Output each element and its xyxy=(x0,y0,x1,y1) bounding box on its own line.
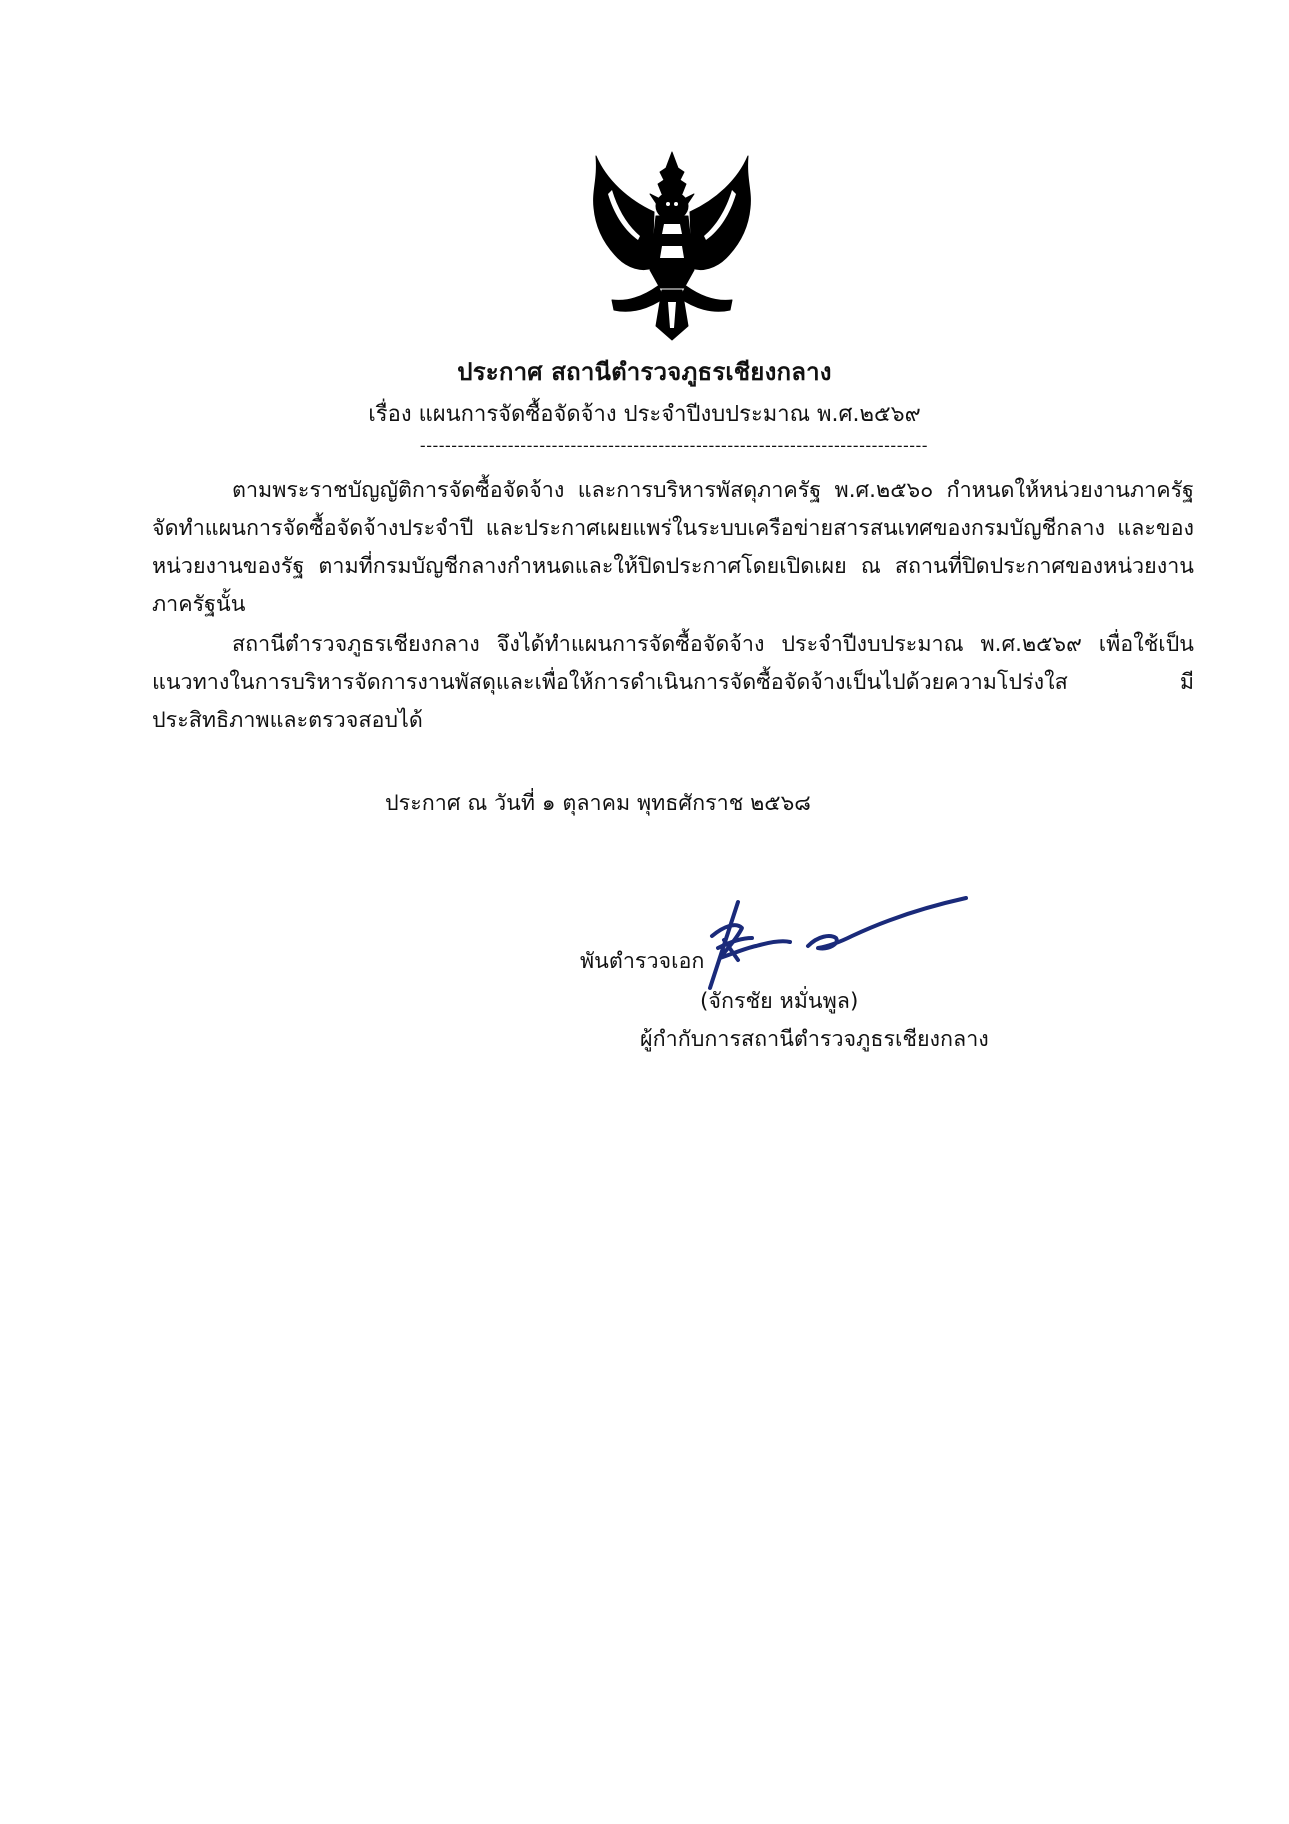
paragraph-text: สถานีตำรวจภูธรเชียงกลาง จึงได้ทำแผนการจัดซื้อจัดจ้าง ประจำปีงบประมาณ พ.ศ.๒๕๖๙ เพื่อใช้เป็นแนวทางในการบริหารจัดการงานพัสดุและเพื่อให้การดำเนินการจัดซื้อจัดจ้างเป็นไปด้วยความโปร่งใส มีประสิทธิภาพและตรวจสอบได้ xyxy=(152,632,1194,733)
body-paragraph-2 xyxy=(152,626,1194,740)
paragraph-text: ตามพระราชบัญญัติการจัดซื้อจัดจ้าง และการบริหารพัสดุภาครัฐ พ.ศ.๒๕๖๐ กำหนดให้หน่วยงานภาครัฐจัดทำแผนการจัดซื้อจัดจ้างประจำปี และประกาศเผยแพร่ในระบบเครือข่ายสารสนเทศของกรมบัญชีกลาง และของหน่วยงานของรัฐ ตามที่กรมบัญชีกลางกำหนดและให้ปิดประกาศโดยเปิดเผย ณ สถานที่ปิดประกาศของหน่วยงานภาครัฐนั้น xyxy=(152,478,1194,617)
dashed-separator: --------------------------------------------------------------------------------- xyxy=(419,436,929,455)
signatory-position: ผู้กำกับการสถานีตำรวจภูธรเชียงกลาง xyxy=(640,1027,989,1052)
handwritten-signature xyxy=(690,888,970,998)
signatory-name: (จักรชัย หมั่นพูล) xyxy=(700,989,859,1014)
garuda-emblem-icon xyxy=(588,150,756,342)
announcement-subject: เรื่อง แผนการจัดซื้อจัดจ้าง ประจำปีงบประมาณ พ.ศ.๒๕๖๙ xyxy=(368,402,921,427)
announcement-title: ประกาศ สถานีตำรวจภูธรเชียงกลาง xyxy=(457,358,832,386)
body-paragraph-1 xyxy=(152,472,1194,624)
announcement-date: ประกาศ ณ วันที่ ๑ ตุลาคม พุทธศักราช ๒๕๖๘ xyxy=(385,791,811,816)
signatory-rank: พันตำรวจเอก xyxy=(580,949,705,974)
